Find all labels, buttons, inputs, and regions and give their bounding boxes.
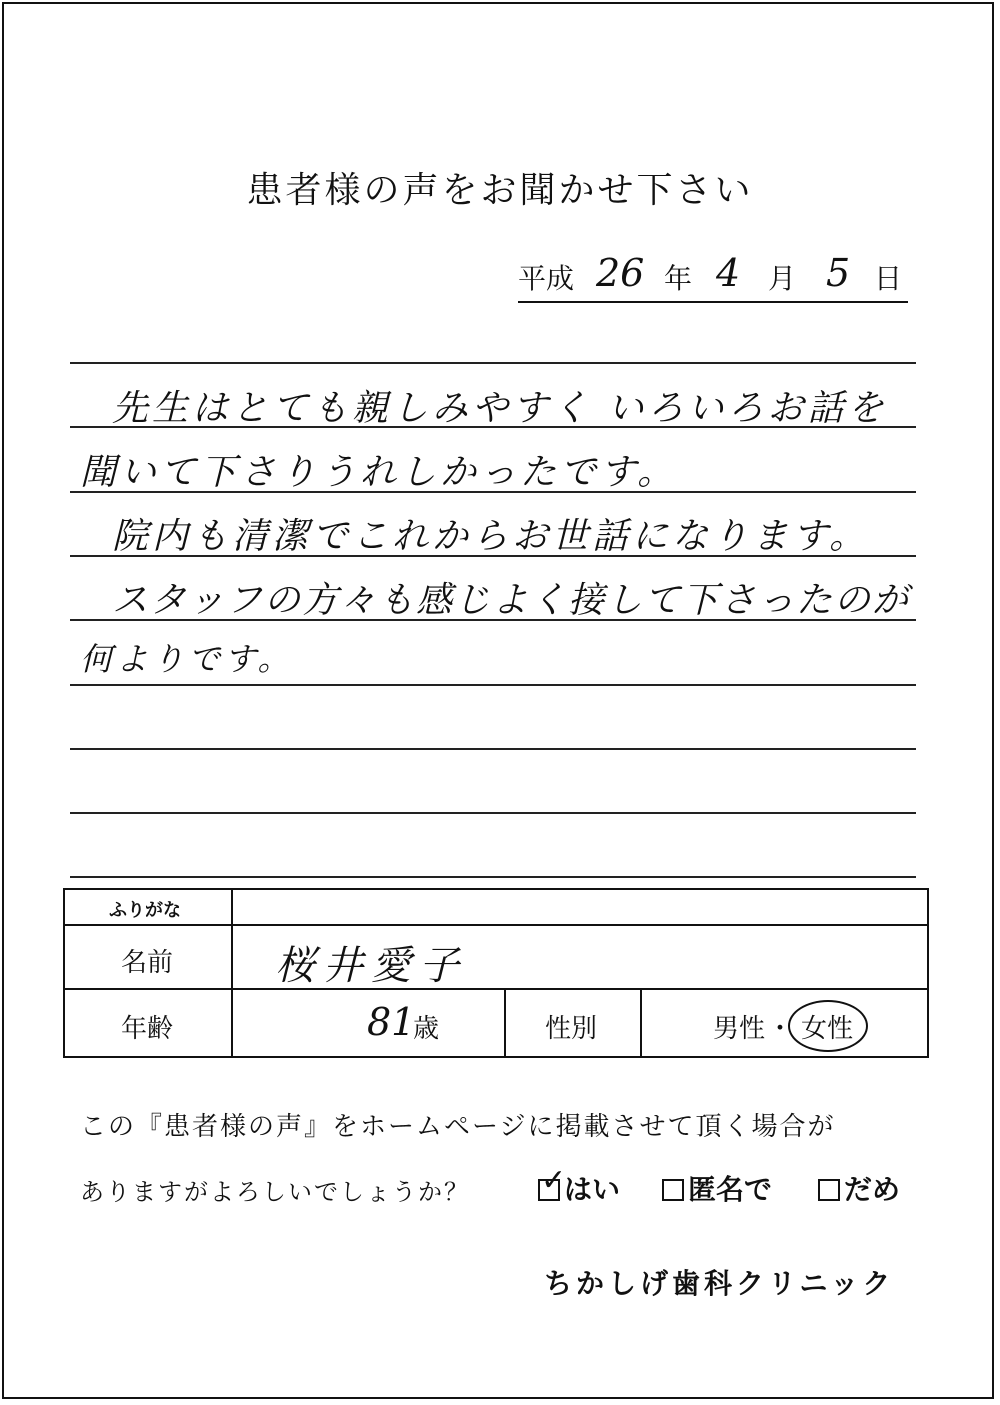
era-label: 平成 (518, 262, 575, 295)
furigana-label: ふりがな (109, 900, 181, 921)
date-month: 4 (716, 251, 741, 295)
name-label: 名前 (121, 948, 174, 978)
date-day: 5 (826, 251, 851, 295)
ruled-line (70, 684, 916, 686)
gender-female: 女性 (801, 1014, 854, 1044)
name-value: 桜井愛子 (275, 943, 467, 989)
option-yes-label: はい (564, 1173, 621, 1206)
comment-line: スタッフの方々も感じよく接して下さったのが (112, 580, 911, 621)
comment-line: 先生はとても親しみやすく いろいろお話を (112, 388, 888, 429)
gender-separator: ・ (767, 1014, 794, 1044)
ruled-line (70, 876, 916, 878)
permission-text-line2: ありますがよろしいでしょうか？ (80, 1178, 470, 1206)
comment-line: 何よりです。 (80, 640, 294, 678)
gender-selection-circle (788, 1000, 868, 1052)
year-label: 年 (664, 262, 693, 295)
month-label: 月 (768, 262, 797, 295)
table-divider (504, 988, 506, 1056)
clinic-name: ちかしげ歯科クリニック (544, 1267, 895, 1300)
age-unit: 歳 (413, 1014, 440, 1044)
date-year: 26 (596, 251, 645, 295)
age-value: 81 (367, 1000, 416, 1044)
comment-line: 聞いて下さりうれしかったです。 (80, 452, 678, 493)
option-no-label: だめ (844, 1173, 901, 1206)
checkbox-anonymous[interactable] (662, 1179, 684, 1201)
form-title: 患者様の声をお聞かせ下さい (246, 170, 754, 211)
gender-label: 性別 (545, 1014, 598, 1044)
day-label: 日 (874, 262, 903, 295)
checkbox-yes[interactable] (538, 1163, 567, 1201)
gender-male: 男性 (713, 1014, 766, 1044)
option-yes[interactable] (538, 1163, 621, 1208)
age-label: 年齢 (121, 1014, 174, 1044)
permission-text-line1: この『患者様の声』をホームページに掲載させて頂く場合が (80, 1112, 836, 1142)
table-divider (231, 890, 233, 1056)
ruled-line (70, 812, 916, 814)
option-anonymous-label: 匿名で (688, 1173, 773, 1206)
table-divider (65, 924, 927, 926)
comment-line: 院内も清潔でこれからお世話になります。 (112, 516, 870, 557)
date-row (518, 251, 908, 303)
option-no[interactable] (818, 1168, 900, 1208)
ruled-line (70, 362, 916, 364)
checkbox-no[interactable] (818, 1179, 840, 1201)
option-anonymous[interactable] (662, 1168, 772, 1208)
check-mark-icon: ✓ (541, 1163, 567, 1198)
table-divider (640, 988, 642, 1056)
table-divider (65, 988, 927, 990)
ruled-line (70, 748, 916, 750)
